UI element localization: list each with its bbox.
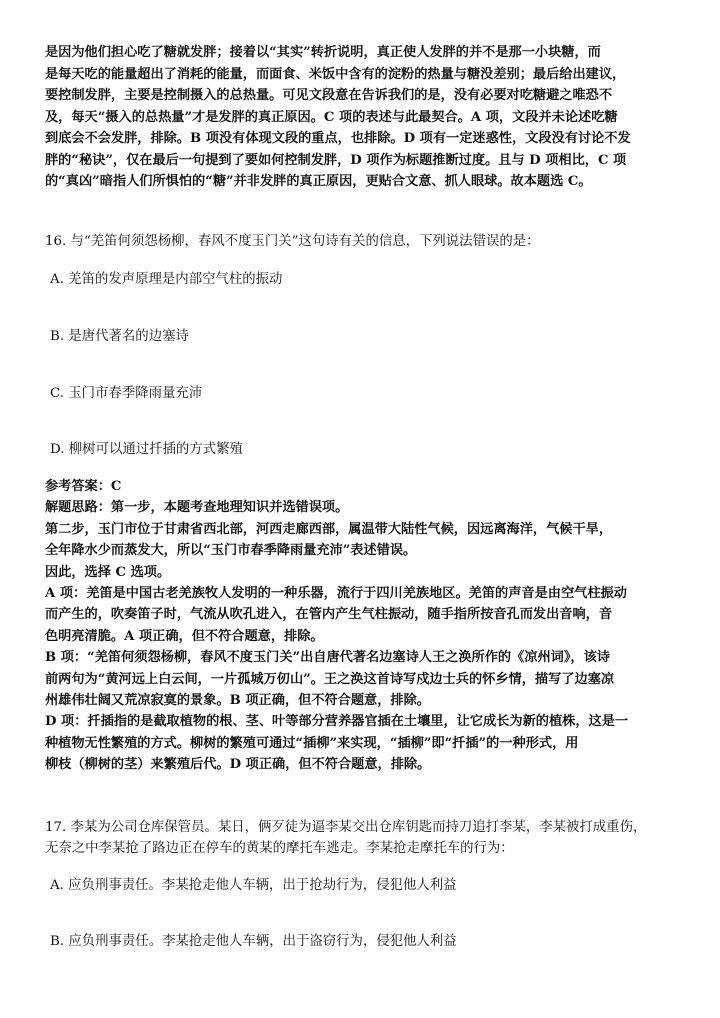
stem-line: 无奈之中李某抢了路边正在停车的黄某的摩托车逃走。李某抢走摩托车的行为： (45, 841, 514, 856)
question-16-option-b: B. 是唐代著名的边塞诗 (50, 329, 189, 344)
answer-line: 因此，选择 C 选项。 (45, 564, 171, 580)
question-16-stem: 16. 与“羌笛何须怨杨柳，春风不度玉门关”这句诗有关的信息，下列说法错误的是： (45, 234, 540, 249)
question-16-answer (45, 476, 685, 776)
text-line: 要控制发胖，主要是控制摄入的总热量。可见文段意在告诉我们的是，没有必要对吃糖避之唯恐不 (45, 88, 613, 103)
prev-explanation (45, 42, 685, 193)
text-line: 到底会不会发胖，排除。B 项没有体现文段的重点，也排除。D 项有一定迷惑性，文段没有讨论不发 (45, 131, 631, 146)
question-17-option-b: B. 应负刑事责任。李某抢走他人车辆，出于盗窃行为，侵犯他人利益 (50, 934, 457, 949)
answer-line: 前两句为“黄河远上白云间，一片孤城万仞山”。王之涣这首诗写戍边士兵的怀乡情，描写了边塞凉 (45, 671, 615, 687)
question-17-option-a: A. 应负刑事责任。李某抢走他人车辆，出于抢劫行为，侵犯他人利益 (50, 878, 457, 893)
answer-line: 第二步，玉门市位于甘肃省西北部，河西走廊西部，属温带大陆性气候，因远离海洋，气候干旱， (45, 521, 613, 537)
text-line: 是每天吃的能量超出了消耗的能量，而面食、米饭中含有的淀粉的热量与糖没差别；最后给出建议， (45, 66, 626, 82)
answer-line: B 项：“羌笛何须怨杨柳，春风不度玉门关”出自唐代著名边塞诗人王之涣所作的《凉州词》，该诗 (45, 650, 610, 666)
answer-line: 解题思路：第一步，本题考查地理知识并选错误项。 (45, 500, 349, 516)
answer-line: 州雄伟壮阔又荒凉寂寞的景象。B 项正确，但不符合题意，排除。 (45, 693, 430, 709)
text-line: 及，每天“摄入的总热量”才是发胖的真正原因。C 项的表述与此最契合。A 项，文段并未论述吃糖 (45, 109, 618, 125)
text-line: 胖的“秘诀”，仅在最后一句提到了要如何控制发胖，D 项作为标题推断过度。且与 D 项相比，C 项 (45, 152, 627, 168)
text-line: 是因为他们担心吃了糖就发胖；接着以“其实”转折说明，真正使人发胖的并不是那一小块糖，而 (45, 45, 601, 60)
question-16-option-d: D. 柳树可以通过扦插的方式繁殖 (50, 442, 243, 457)
answer-line: 色明亮清脆。A 项正确，但不符合题意，排除。 (45, 628, 324, 644)
answer-line: 而产生的，吹奏笛子时，气流从吹孔进入，在管内产生气柱振动，随手指所按音孔而发出音响，音 (45, 607, 613, 623)
answer-line: D 项：扦插指的是截取植物的根、茎、叶等部分营养器官插在土壤里，让它成长为新的植株，这是一 (45, 714, 629, 730)
answer-line: 参考答案：C (45, 479, 122, 494)
question-16-option-c: C. 玉门市春季降雨量充沛 (50, 386, 203, 401)
text-line: 的“真凶”暗指人们所惧怕的“糖”并非发胖的真正原因，更贴合文意、抓人眼球。故本题选 C。 (45, 174, 592, 189)
answer-line: A 项：羌笛是中国古老羌族牧人发明的一种乐器，流行于四川羌族地区。羌笛的声音是由空气柱振动 (45, 586, 627, 602)
stem-line: 17. 李某为公司仓库保管员。某日，俩歹徒为逼李某交出仓库钥匙而持刀追打李某，李某被打成重伤， (45, 820, 647, 835)
answer-line: 全年降水少而蒸发大，所以“玉门市春季降雨量充沛”表述错误。 (45, 543, 417, 559)
question-16-option-a: A. 羌笛的发声原理是内部空气柱的振动 (50, 272, 283, 287)
answer-line: 种植物无性繁殖的方式。柳树的繁殖可通过“插柳”来实现，“插柳”即“扦插”的一种形式，用 (45, 735, 579, 751)
answer-line: 柳枝（柳树的茎）来繁殖后代。D 项正确，但不符合题意，排除。 (45, 757, 431, 773)
question-17-stem (45, 817, 695, 859)
